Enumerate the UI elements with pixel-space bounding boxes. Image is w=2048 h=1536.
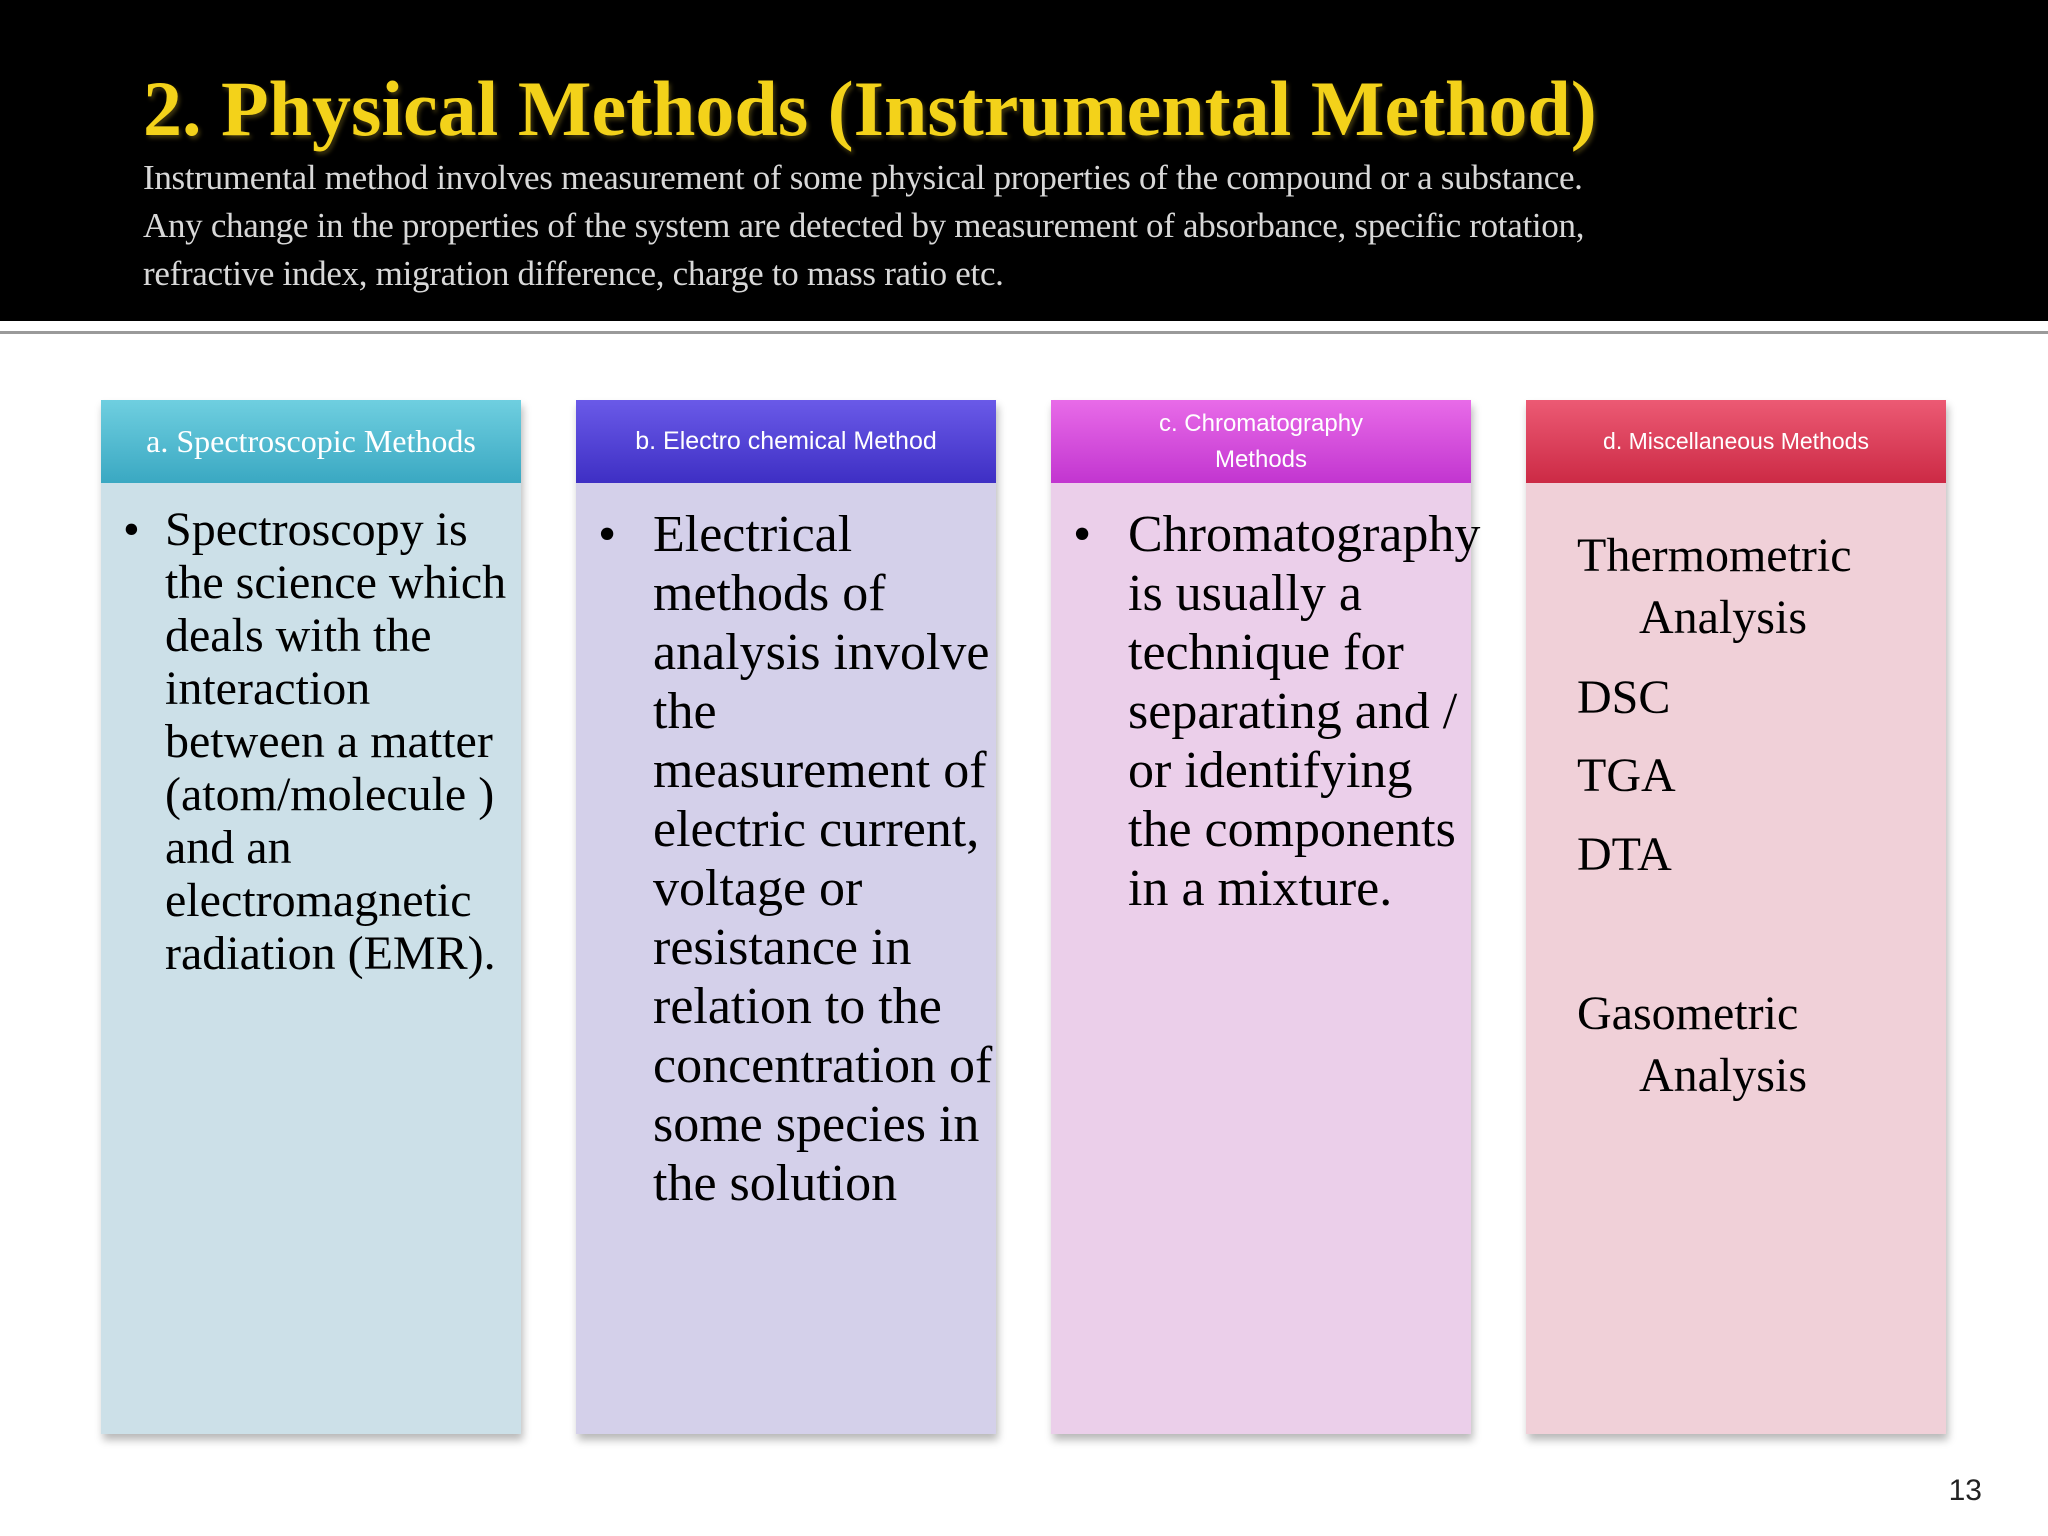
bullet-point: [598, 505, 994, 1213]
intro-line: Instrumental method involves measurement of some physical properties of the compound or a substance.: [143, 158, 1583, 197]
misc-item-line: Analysis: [1639, 591, 1807, 644]
column-heading: b. Electro chemical Method: [576, 400, 996, 483]
page-number: 13: [1948, 1474, 1982, 1507]
bullet-point: [1073, 505, 1481, 918]
bullet-marker: •: [123, 503, 140, 556]
bullet-point: [123, 503, 515, 980]
bullet-text: Electrical methods of analysis involve the measurement of electric current, voltage or resistance in relation to the concentration of some species in the solution: [653, 506, 993, 1212]
bullet-marker: •: [1073, 506, 1092, 563]
intro-line: refractive index, migration difference, charge to mass ratio etc.: [143, 254, 1004, 293]
intro-paragraph: [143, 154, 1803, 298]
misc-item-gasometric: [1577, 983, 1937, 1107]
header-divider: [0, 331, 2048, 334]
bullet-text: Spectroscopy is the science which deals with the interaction between a matter (atom/molecule ) and an electromagnetic radiation (EMR).: [165, 503, 507, 980]
bullet-text: Chromatography is usually a technique for separating and / or identifying the components in a mixture.: [1128, 506, 1481, 917]
column-electrochemical: [576, 400, 996, 1434]
slide-title: 2. Physical Methods (Instrumental Method): [143, 65, 1597, 152]
column-body: [1051, 483, 1481, 1434]
misc-item-line: Thermometric: [1577, 529, 1852, 582]
column-heading: c. Chromatography Methods: [1051, 400, 1471, 483]
misc-item-thermometric: [1577, 525, 1937, 649]
column-body: [1526, 483, 1946, 1434]
misc-item-tga: TGA: [1577, 749, 1676, 802]
slide-header: [0, 0, 2048, 321]
column-heading: a. Spectroscopic Methods: [101, 400, 521, 483]
intro-line: Any change in the properties of the system are detected by measurement of absorbance, specific rotation,: [143, 206, 1585, 245]
column-spectroscopic: [101, 400, 521, 1434]
column-chromatography: [1051, 400, 1481, 1434]
bullet-marker: •: [598, 506, 617, 563]
misc-item-line: Analysis: [1639, 1049, 1807, 1102]
misc-item-dsc: DSC: [1577, 671, 1671, 724]
misc-item-dta: DTA: [1577, 828, 1672, 881]
column-miscellaneous: [1526, 400, 1946, 1434]
column-body: [101, 483, 521, 1434]
column-body: [576, 483, 996, 1434]
misc-item-line: Gasometric: [1577, 987, 1799, 1040]
column-heading: d. Miscellaneous Methods: [1526, 400, 1946, 483]
